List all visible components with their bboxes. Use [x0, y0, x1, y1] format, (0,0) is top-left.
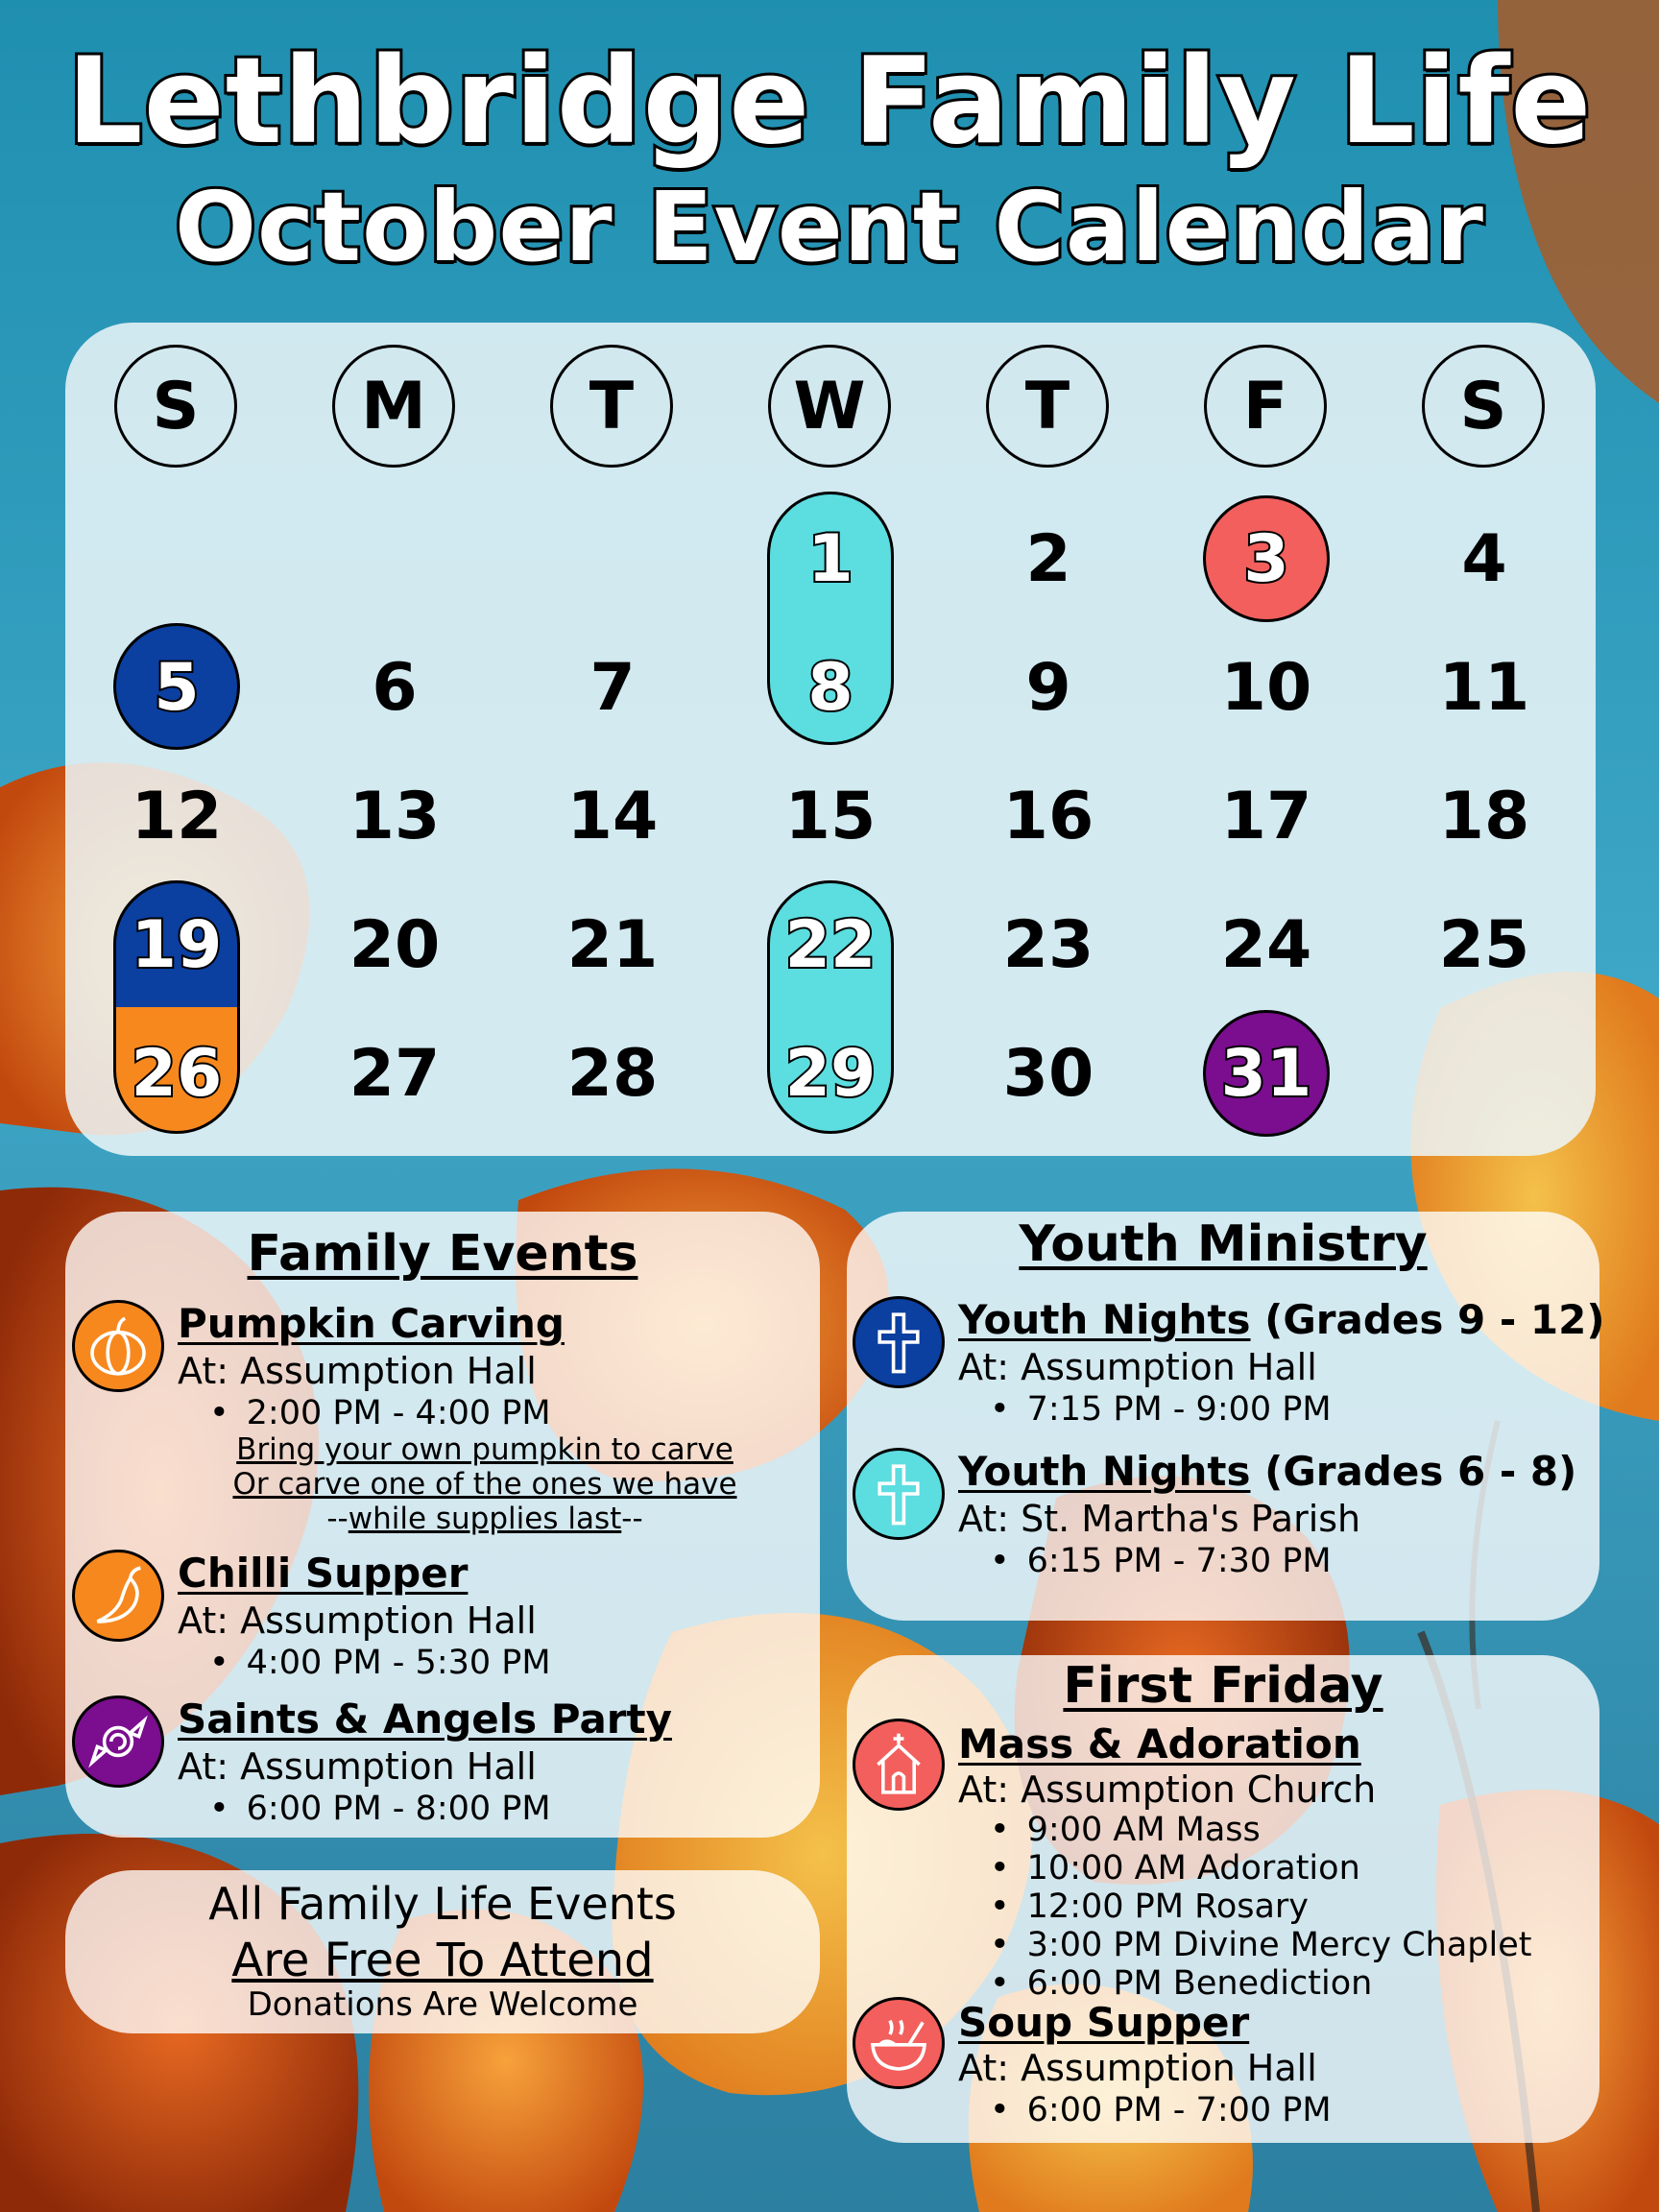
youth-ministry-heading: Youth Ministry [1019, 1215, 1428, 1273]
weekday-monday: M [332, 345, 455, 468]
benediction-item: • 6:00 PM Benediction [990, 1964, 1372, 2003]
day-4: 4 [1461, 520, 1507, 597]
saints-angels-time: • 6:00 PM - 8:00 PM [209, 1790, 551, 1828]
day-31: 31 [1220, 1035, 1312, 1112]
weekday-thursday: T [986, 345, 1109, 468]
page-subtitle: October Event Calendar [175, 171, 1484, 283]
pumpkin-note-3-link: while supplies last [348, 1502, 622, 1536]
day-11: 11 [1438, 649, 1530, 726]
cross-icon [853, 1448, 945, 1540]
church-icon [853, 1719, 945, 1811]
youth-nights-senior-title [958, 1296, 1605, 1343]
day-10: 10 [1220, 649, 1312, 726]
soup-supper-time: • 6:00 PM - 7:00 PM [990, 2091, 1332, 2129]
youth-nights-junior-time: • 6:15 PM - 7:30 PM [990, 1542, 1332, 1580]
youth-nights-senior-location: At: Assumption Hall [958, 1346, 1317, 1388]
day-7: 7 [589, 649, 636, 726]
pumpkin-icon [72, 1300, 164, 1392]
saints-angels-title: Saints & Angels Party [178, 1695, 672, 1743]
weekday-wednesday: W [768, 345, 891, 468]
chilli-supper-location: At: Assumption Hall [178, 1599, 537, 1642]
day-3: 3 [1243, 520, 1289, 597]
youth-nights-senior-grades: (Grades 9 - 12) [1250, 1296, 1605, 1343]
youth-nights-junior-label: Youth Nights [958, 1448, 1251, 1495]
pumpkin-carving-title: Pumpkin Carving [178, 1300, 565, 1347]
candy-icon [72, 1695, 164, 1788]
pumpkin-note-1: Bring your own pumpkin to carve [236, 1432, 733, 1467]
weekday-tuesday: T [550, 345, 673, 468]
day-28: 28 [566, 1035, 659, 1112]
soup-supper-location: At: Assumption Hall [958, 2047, 1317, 2089]
mass-adoration-location: At: Assumption Church [958, 1768, 1377, 1811]
divine-mercy-item: • 3:00 PM Divine Mercy Chaplet [990, 1926, 1531, 1964]
chilli-supper-time: • 4:00 PM - 5:30 PM [209, 1644, 551, 1682]
day-8: 8 [807, 649, 854, 726]
day-1: 1 [807, 520, 854, 597]
soup-supper-title: Soup Supper [958, 1999, 1250, 2046]
youth-nights-junior-location: At: St. Martha's Parish [958, 1498, 1361, 1540]
day-12: 12 [131, 778, 223, 854]
day-19: 19 [131, 906, 223, 983]
cross-icon [853, 1296, 945, 1388]
pumpkin-note-3-suffix: -- [621, 1502, 643, 1536]
day-16: 16 [1002, 778, 1094, 854]
day-17: 17 [1220, 778, 1312, 854]
pumpkin-carving-time: • 2:00 PM - 4:00 PM [209, 1394, 551, 1432]
saints-angels-location: At: Assumption Hall [178, 1745, 537, 1788]
youth-nights-senior-time: • 7:15 PM - 9:00 PM [990, 1390, 1332, 1429]
soup-bowl-icon [853, 1997, 945, 2089]
day-29: 29 [784, 1035, 877, 1112]
rosary-item: • 12:00 PM Rosary [990, 1887, 1309, 1926]
day-30: 30 [1002, 1035, 1094, 1112]
day-2: 2 [1025, 520, 1071, 597]
day-25: 25 [1438, 906, 1530, 983]
day-6: 6 [372, 649, 418, 726]
day-20: 20 [349, 906, 441, 983]
day-14: 14 [566, 778, 659, 854]
day-23: 23 [1002, 906, 1094, 983]
day-13: 13 [349, 778, 441, 854]
pumpkin-note-3-prefix: -- [326, 1502, 349, 1536]
free-events-line-2: Are Free To Attend [231, 1934, 654, 1987]
pumpkin-carving-location: At: Assumption Hall [178, 1350, 537, 1392]
day-21: 21 [566, 906, 659, 983]
weekday-sunday: S [114, 345, 237, 468]
free-events-line-3: Donations Are Welcome [247, 1985, 638, 2024]
chilli-pepper-icon [72, 1550, 164, 1642]
day-18: 18 [1438, 778, 1530, 854]
weekday-saturday: S [1422, 345, 1545, 468]
page-title: Lethbridge Family Life [66, 33, 1593, 171]
free-events-line-1: All Family Life Events [208, 1878, 677, 1930]
day-22: 22 [784, 906, 877, 983]
adoration-item: • 10:00 AM Adoration [990, 1849, 1360, 1887]
day-26: 26 [131, 1035, 223, 1112]
youth-nights-junior-grades: (Grades 6 - 8) [1250, 1448, 1577, 1495]
day-5: 5 [154, 649, 200, 726]
day-15: 15 [784, 778, 877, 854]
day-27: 27 [349, 1035, 441, 1112]
mass-item: • 9:00 AM Mass [990, 1811, 1261, 1849]
day-9: 9 [1025, 649, 1071, 726]
youth-nights-junior-title [958, 1448, 1576, 1495]
chilli-supper-title: Chilli Supper [178, 1550, 469, 1597]
first-friday-heading: First Friday [1063, 1657, 1383, 1715]
pumpkin-note-3 [178, 1502, 792, 1536]
youth-nights-senior-label: Youth Nights [958, 1296, 1251, 1343]
weekday-friday: F [1204, 345, 1327, 468]
mass-adoration-title: Mass & Adoration [958, 1720, 1361, 1767]
day-24: 24 [1220, 906, 1312, 983]
pumpkin-note-2: Or carve one of the ones we have [232, 1467, 737, 1502]
family-events-heading: Family Events [247, 1225, 638, 1283]
